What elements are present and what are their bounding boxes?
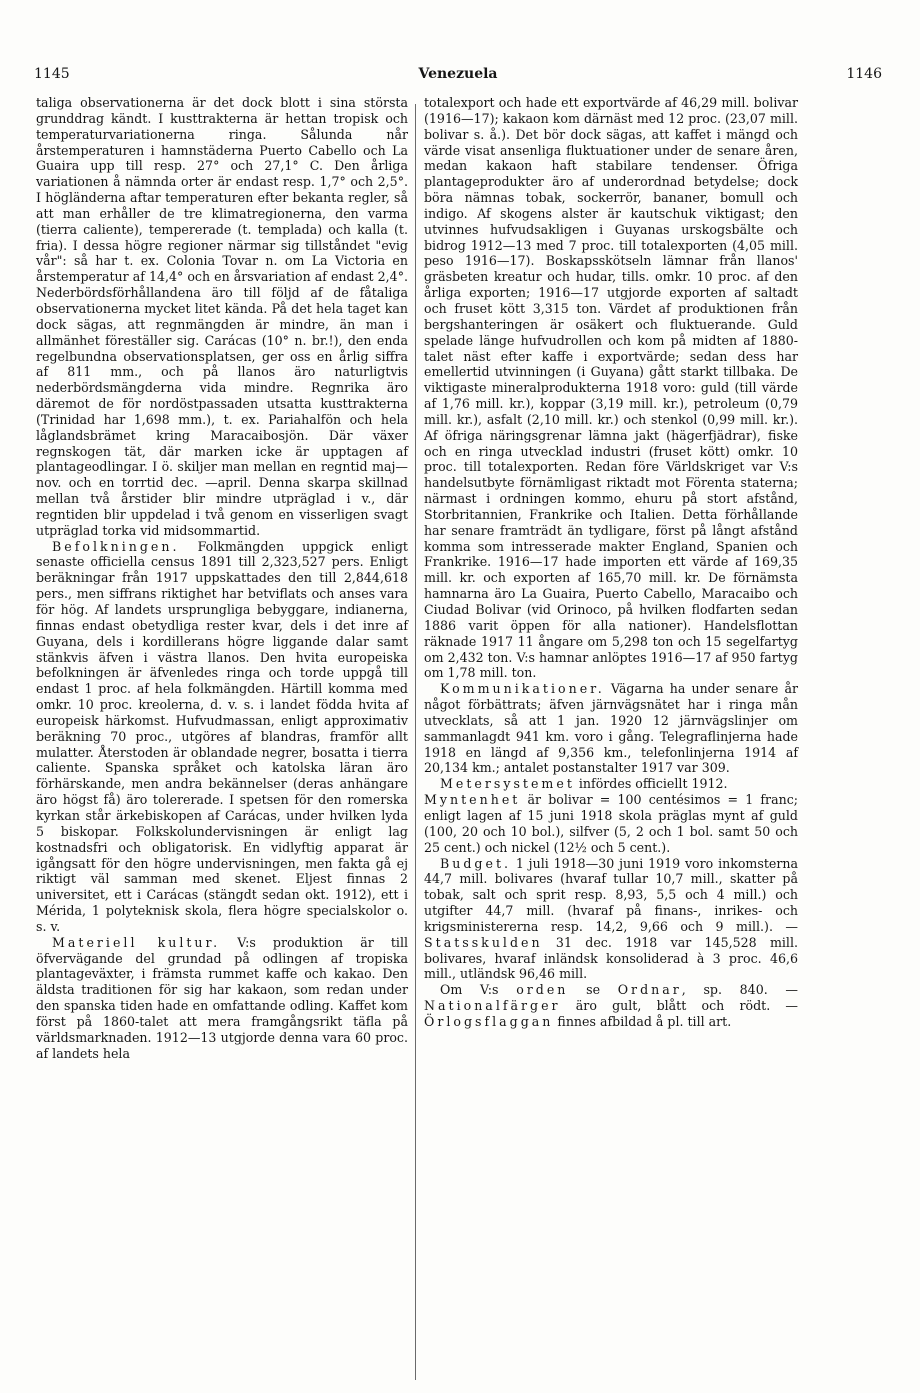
budget-heading: Budget. bbox=[440, 855, 512, 871]
currency-paragraph bbox=[424, 792, 798, 855]
currency-heading: Myntenhet bbox=[424, 792, 521, 808]
right-column bbox=[424, 95, 798, 1375]
communications-text: Vägarna ha under senare år något förbättrats; äfven järnvägsnätet har i ringa mån utvecklats, så att 1 jan. 1920 12 järnvägslinjer om sammanlagdt 941 km. voro i gång. Telegraflinjerna hade 1918 en längd af 9,356 km., telefonlinjerna 1914 af 20,134 km.; antalet postanstalter 1917 var 309. bbox=[424, 681, 798, 776]
metric-paragraph bbox=[424, 776, 798, 792]
ordnar-reference: Ordnar bbox=[617, 982, 682, 998]
population-heading: Befolkningen. bbox=[52, 538, 180, 554]
material-culture-text: V:s produktion är till öfvervägande del grundad på odlingen af tropiska plantageväxter, i främsta rummet kaffe och kakao. Den äldsta traditionen för sig har kakaon, som redan under den spanska tiden hade en omfattande odling. Kaffet kom först på 1860-talet att mera framgångsrikt täfla på världsmarknaden. 1912—13 utgjorde denna vara 60 proc. af landets hela bbox=[36, 934, 408, 1061]
climate-paragraph: taliga observationerna är det dock blott i sina största grunddrag kändt. I kusttrakterna är hettan tropisk och temperaturvariationerna ringa. Sålunda når årstemperaturen i hamnstäderna Puerto Cabello och La Guaira upp till resp. 27° och 27,1° C. Den årliga variationen å nämnda orter är endast resp. 1,7° och 2,5°. I högländerna aftar temperaturen efter bekanta regler, så att man erhåller de tre klimatregionerna, den varma (tierra caliente), tempererade (t. templada) och kalla (t. fria). I dessa högre regioner närmar sig tillståndet "evig vår": så har t. ex. Colonia Tovar n. om La Victoria en årstemperatur af 14,4° och en årsvariation af endast 2,4°. Nederbördsförhållandena äro till följd af de fåtaliga observationerna mycket litet kända. På det hela taget kan dock sägas, att regnmängden är mindre, än man i allmänhet föreställer sig. Carácas (10° n. br.!), den enda regelbundna observationsplatsen, ger oss en årlig siffra af 811 mm., och på llanos äro naturligtvis nederbördsmängderna vida mindre. Regnrika äro däremot de för nordöstpassaden utsatta kusttrakterna (Trinidad har 1,698 mm.), t. ex. Pariahalfön och hela låglandsbrämet kring Maracaibosjön. Där växer regnskogen tät, där marken icke är upptagen af plantageodlingar. I ö. skiljer man mellan en regntid maj—nov. och en torrtid dec. —april. Denna skarpa skillnad mellan två årstider blir mindre utpräglad i v., där regntiden blir uppdelad i två genom en visserligen svagt utpräglad torka vid midsommartid. bbox=[36, 95, 408, 538]
left-page-number: 1145 bbox=[34, 66, 70, 82]
national-colours-heading: Nationalfärger bbox=[424, 998, 561, 1014]
orders-text-3: , sp. 840. — bbox=[681, 982, 798, 998]
running-title: Venezuela bbox=[418, 66, 498, 82]
orders-text-2: se bbox=[568, 982, 618, 998]
column-divider bbox=[415, 104, 416, 1380]
naval-flag-heading: Örlogsflaggan bbox=[424, 1013, 554, 1029]
state-debt-text: 31 dec. 1918 var 145,528 mill. bolivares, hvaraf inländsk konsoliderad à 3 proc. 46,6 mill., utländsk 96,46 mill. bbox=[424, 934, 798, 982]
orders-text-4: äro gult, blått och rödt. — bbox=[560, 998, 798, 1014]
material-culture-paragraph bbox=[36, 935, 408, 1062]
metric-text: infördes officiellt 1912. bbox=[574, 776, 728, 792]
population-text: Folkmängden uppgick enligt senaste officiella census 1891 till 2,323,527 pers. Enligt beräkningar från 1917 uppskattades den till 2,844,618 pers., men siffrans riktighet har betviflats och anses vara för hög. Af landets ursprungliga bebyggare, indianerna, finnas endast obetydliga rester kvar, dels i det inre af Guyana, dels i kordillerans högre liggande dalar samt stänkvis äfven i västra llanos. Den hvita europeiska befolkningen är äfvenledes ringa och torde uppgå till endast 1 proc. af hela folkmängden. Härtill komma med omkr. 10 proc. kreolerna, d. v. s. i landet födda hvita af europeisk härkomst. Hufvudmassan, enligt approximativ beräkning 70 proc., utgöres af blandras, framför allt mulatter. Återstoden är oblandade negrer, bosatta i tierra caliente. Spanska språket och katolska läran äro förhärskande, men andra bekännelser (deras anhängare äro högst få) äro tolererade. I spetsen för den romerska kyrkan står ärkebiskopen af Carácas, under hvilken lyda 5 biskopar. Folkskolundervisningen är enligt lag kostnadsfri och obligatorisk. En vidlyftig apparat är igångsatt för den högre undervisningen, men fakta gå ej riktigt väl samman med skenet. Eljest finnas 2 universitet, ett i Carácas (stängdt sedan okt. 1912), ett i Mérida, 1 polyteknisk skola, flera högre specialskolor o. s. v. bbox=[36, 538, 408, 934]
currency-text: är bolivar = 100 centésimos = 1 franc; enligt lagen af 15 juni 1918 skola präglas mynt af guld (100, 20 och 10 bol.), silfver (5, 2 och 1 bol. samt 50 och 25 cent.) och nickel (12½ och 5 cent.). bbox=[424, 792, 798, 855]
orders-text-5: finnes afbildad å pl. till art. bbox=[553, 1013, 732, 1029]
communications-paragraph bbox=[424, 681, 798, 776]
right-page-number: 1146 bbox=[846, 66, 882, 82]
left-column bbox=[36, 95, 408, 1375]
budget-paragraph bbox=[424, 856, 798, 983]
export-paragraph: totalexport och hade ett exportvärde af 46,29 mill. bolivar (1916—17); kakaon kom därnäst med 12 proc. (23,07 mill. bolivar s. å.). Det bör dock sägas, att kaffet i mängd och värde visat ansenliga fluktuationer under de senare åren, medan kakaon haft stabilare tendenser. Öfriga plantageprodukter äro af underordnad betydelse; dock böra nämnas tobak, sockerrör, bananer, bomull och indigo. Af skogens alster är kautschuk viktigast; den utvinnes hufvudsakligen i Guyanas urskogsbälte och bidrog 1912—13 med 7 proc. till totalexporten (4,05 mill. peso 1916—17). Boskapsskötseln lämnar från llanos' gräsbeten kreatur och hudar, tills. omkr. 10 proc. af den årliga exporten; 1916—17 utgjorde exporten af saltadt och fruset kött 3,315 ton. Värdet af produktionen från bergshanteringen är osäkert och fluktuerande. Guld spelade länge hufvudrollen och kom på midten af 1880-talet näst efter kaffe i exportvärde; sedan dess har emellertid utvinningen (i Guyana) gått starkt tillbaka. De viktigaste mineralprodukterna 1918 voro: guld (till värde af 1,76 mill. kr.), koppar (3,19 mill. kr.), petroleum (0,79 mill. kr.), asfalt (2,10 mill. kr.) och stenkol (0,99 mill. kr.). Af öfriga näringsgrenar lämna jakt (hägerfjädrar), fiske och en ringa utvecklad industri (fruset kött) omkr. 10 proc. till totalexporten. Redan före Världskriget var V:s handelsutbyte förnämligast riktadt mot Förenta staterna; närmast i ordningen kommo, ehuru på stort afstånd, Storbritannien, Frankrike och Italien. Detta förhållande har senare framträdt än tydligare, först på långt afstånd komma som intresserade makter England, Spanien och Frankrike. 1916—17 hade importen ett värde af 169,35 mill. kr. och exporten af 165,70 mill. kr. De förnämsta hamnarna äro La Guaira, Puerto Cabello, Maracaibo och Ciudad Bolivar (vid Orinoco, på hvilken flodfarten sedan 1886 varit öppen för alla nationer). Handelsflottan räknade 1917 11 ångare om 5,298 ton och 15 segelfartyg om 2,432 ton. V:s hamnar anlöptes 1916—17 af 950 fartyg om 1,78 mill. ton. bbox=[424, 95, 798, 681]
metric-heading: Metersystemet bbox=[440, 776, 575, 792]
population-paragraph bbox=[36, 539, 408, 935]
state-debt-heading: Statsskulden bbox=[424, 934, 543, 950]
material-culture-heading: Materiell kultur. bbox=[52, 934, 221, 950]
budget-text: 1 juli 1918—30 juni 1919 voro inkomsterna 44,7 mill. bolivares (hvaraf tullar 10,7 mill., skatter på tobak, salt och sprit resp. 8,93, 5,5 och 4 mill.) och utgifter 44,7 mill. (hvaraf på finans-, inrikes- och krigsministererna resp. 14,2, 9,66 och 9 mill.). — bbox=[424, 855, 798, 934]
orders-paragraph bbox=[424, 982, 798, 1030]
communications-heading: Kommunikationer. bbox=[440, 681, 605, 697]
orders-text-1: Om V:s bbox=[440, 982, 517, 998]
page-header bbox=[34, 66, 882, 86]
orders-heading: orden bbox=[516, 982, 569, 998]
